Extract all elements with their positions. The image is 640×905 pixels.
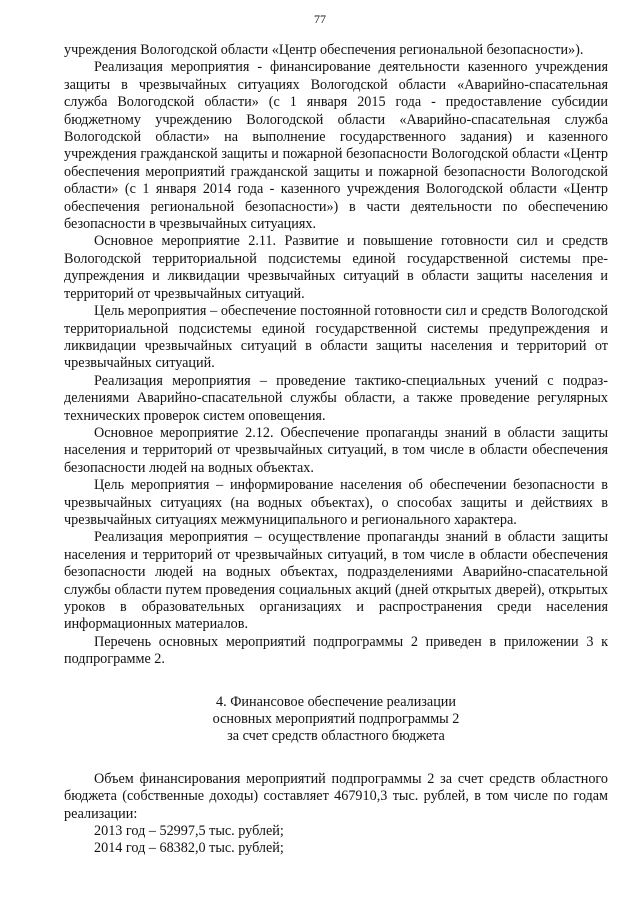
section-heading-line-1: 4. Финансовое обеспечение реализации: [216, 693, 456, 710]
page-number: 77: [314, 12, 326, 26]
paragraph-implementation-2-12: Реализация мероприятия – осуществление пропаганды знаний в области защиты населения и территорий от чрезвычайных ситуаций, в том числе в области обеспечения безопасности людей на водных объектах, подразделениями Аварийно-спасательной службы области путем проведения социальных акций (дней открытых дверей), открытых уроков в образовательных организациях и распространения среди населения информационных материалов.: [64, 529, 608, 633]
paragraph-continuation: учреждения Вологодской области «Центр обеспечения региональной безопасности»).: [64, 42, 584, 58]
section-heading: [64, 694, 608, 746]
paragraph-implementation-2-11: Реализация мероприятия – проведение тактико-специальных учений с подразделениями Аварийно-спасательной службы области, а также проведение регулярных технических проверок систем оповещения.: [64, 372, 608, 424]
section-heading-line-2: основных мероприятий подпрограммы 2: [212, 711, 460, 728]
paragraph-activity-2-12: Основное мероприятие 2.12. Обеспечение пропаганды знаний в области защиты населения и территорий от чрезвычайных ситуаций, в том числе в области обеспечения безопасности людей на водных объектах.: [64, 424, 608, 476]
paragraph-financing-intro: Объем финансирования мероприятий подпрограммы 2 за счет средств областного бюджета (собственные доходы) составляет 467910,3 тыс. рублей, в том числе по годам реализации:: [64, 770, 608, 822]
paragraph-goal-2-12: Цель мероприятия – информирование населения об обеспечении безопасности в чрезвычайных ситуациях (на водных объектах), о способах защиты и действиях в чрезвычайных ситуациях межмуниципального и регионального характера.: [64, 477, 608, 528]
paragraph-implementation-financing: Реализация мероприятия - финансирование деятельности казенного учреждения защиты в чрезвычайных ситуациях Вологодской области «Аварийно-спасательная служба Вологодской области» (с 1 января 2015 года - предоставление субсидии бюджетному учреждению Вологодской области «Аварийно-спасательная служба Вологодской области» на выполнение государственного задания) и казенного учреждения гражданской защиты и пожарной безопасности Вологодской области «Центр обеспечения мероприятий гражданской защиты и пожарной безопасности Вологодской области» (с 1 января 2014 года - казенного учреждения Вологодской области «Центр обеспечения региональной безопасности») в части деятельности по обеспечению безопасности в чрезвычайных ситуациях.: [64, 59, 608, 233]
financing-year-2013: 2013 год – 52997,5 тыс. рублей;: [94, 823, 284, 840]
paragraph-goal-2-11: Цель мероприятия – обеспечение постоянной готовности сил и средств Вологодской территориальной подсистемы единой государственной системы предупреждения и ликвидации чрезвычайных ситуаций в области защиты населения и территорий от чрезвычайных ситуаций.: [64, 303, 608, 372]
paragraph-activity-2-11: Основное мероприятие 2.11. Развитие и повышение готовности сил и средств Вологодской территориальной подсистемы единой государственной системы предупреждения и ликвидации чрезвычайных ситуаций в области защиты населения и территорий от чрезвычайных ситуаций.: [64, 233, 608, 302]
document-body: [64, 42, 608, 858]
financing-year-2014: 2014 год – 68382,0 тыс. рублей;: [94, 840, 284, 857]
section-heading-line-3: за счет средств областного бюджета: [227, 728, 445, 745]
paragraph-activities-list-reference: Перечень основных мероприятий подпрограммы 2 приведен в приложении 3 к подпрограмме 2.: [64, 633, 608, 668]
